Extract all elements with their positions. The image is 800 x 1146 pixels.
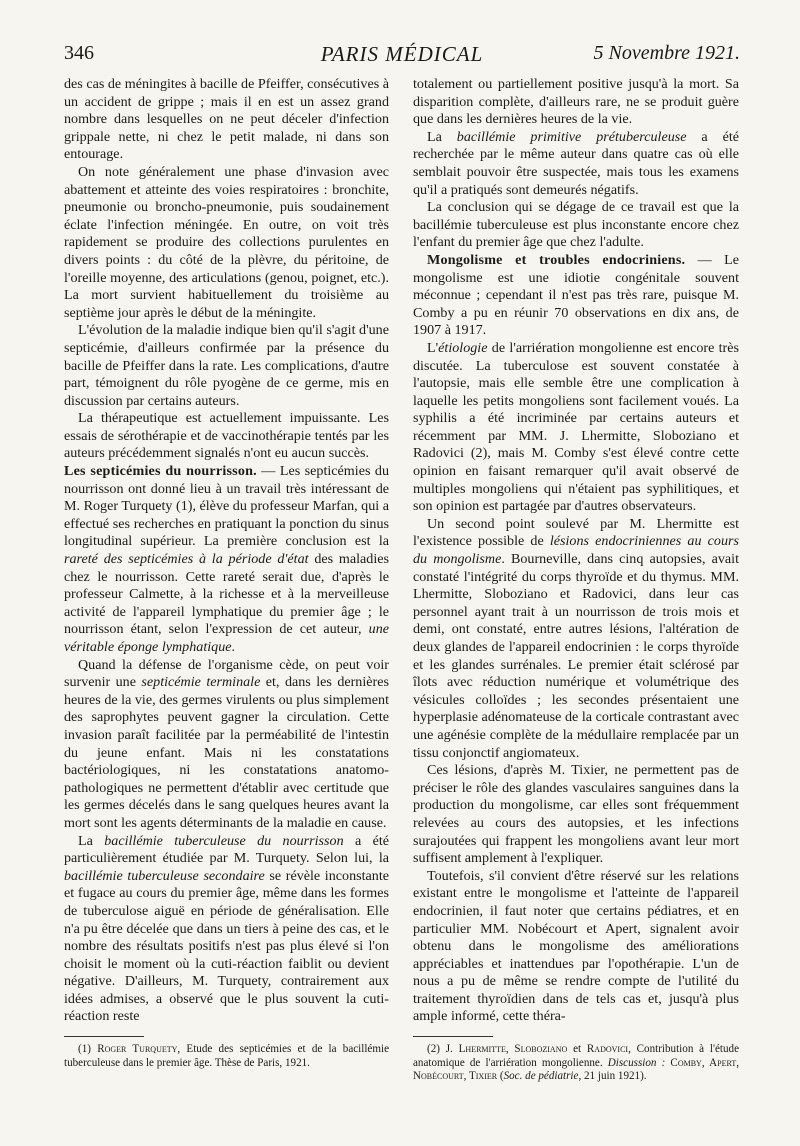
paragraph: On note généralement une phase d'invasion avec abattement et atteinte des voies respiratoires : bronchite, pneumonie ou broncho-pneumonie, puis soudainement éclate l'infection méningée. En outre, on voit très rapidement se produire des collections purulentes en divers points : du côté de la plèvre, du péritoine, de l'oreille moyenne, des articulations (genou, poignet, etc.). La mort survient habituellement du troisième au septième jour après le début de la méningite. <box>64 163 389 321</box>
paragraph: La conclusion qui se dégage de ce travail est que la bacillémie tuberculeuse est plus inconstante encore chez l'enfant du premier âge que chez l'adulte. <box>413 199 739 251</box>
paragraph: La bacillémie tuberculeuse du nourrisson a été particulièrement étudiée par M. Turquety. Selon lui, la bacillémie tuberculeuse secondaire se révèle inconstante et fugace au cours du premier âge, même dans les formes de tuberculose aiguë en période de généralisation. Elle n'a pu être décelée que dans un tiers à peine des cas, et le nombre des résultats positifs n'est pas plus élevé si l'on choisit le moment où la cuti-réaction faiblit ou devient négative. D'ailleurs, M. Turquety, contrairement aux idées admises, a observé que le plus souvent la cuti-réaction reste <box>64 832 389 1025</box>
footnote: (1) Roger Turquety, Etude des septicémies et de la bacillémie tuberculeuse dans le premier âge. Thèse de Paris, 1921. <box>64 1043 389 1069</box>
paragraph: Mongolisme et troubles endocriniens. — Le mongolisme est une idiotie congénitale souvent méconnue ; cependant il n'est pas très rare, puisque M. Comby a pu en réunir 70 observations en dix ans, de 1907 à 1917. <box>413 251 739 339</box>
issue-date: 5 Novembre 1921. <box>593 42 740 64</box>
paragraph: L'évolution de la maladie indique bien qu'il s'agit d'une septicémie, d'ailleurs confirmée par la présence du bacille de Pfeiffer dans la rate. Les complications, d'autre part, témoignent du rôle pyogène de ce germe, mis en discussion par certains auteurs. <box>64 322 389 409</box>
paragraph: Un second point soulevé par M. Lhermitte est l'existence possible de lésions endocriniennes au cours du mongolisme. Bourneville, dans cinq autopsies, avait constaté l'intégrité du corps thyroïde et du thymus. MM. Lhermitte, Sloboziano et Radovici, dans leur cas personnel ayant trait à un nourrisson de trois mois et demi, ont constaté, entre autres lésions, l'altération de deux glandes de l'appareil endocrinien : le corps thyroïde et les glandes surrénales. Le premier était sclérosé par îlots avec réduction numérique et volumétrique des vésicules colloïdes ; les secondes présentaient une hyperplasie adénomateuse de la corticale contrastant avec une agénésie complète de la médullaire remplacée par un tissu conjonctif angiomateux. <box>413 515 740 761</box>
paragraph: L'étiologie de l'arriération mongolienne est encore très discutée. La tuberculose est souvent constatée à l'autopsie, mais elle semble être une complication à laquelle les petits mongoliens sont facilement voués. La syphilis a été incriminée par certains auteurs et récemment par MM. J. Lhermitte, Sloboziano et Radovici (2), mais M. Comby s'est élevé contre cette opinion en faisant remarquer qu'il avait observé de multiples mongoliens qui n'étaient pas syphilitiques, et son opinion est partagée par d'autres observateurs. <box>413 339 739 515</box>
section-heading: Les septicémies du nourrisson. <box>64 463 257 480</box>
footnote: (2) J. Lhermitte, Sloboziano et Radovici, Contribution à l'étude anatomique de l'arriération mongolienne. Discussion : Comby, Apert, Nobécourt, Tixier (Soc. de pédiatrie, 21 juin 1921). <box>413 1043 739 1083</box>
paragraph: La thérapeutique est actuellement impuissante. Les essais de sérothérapie et de vaccinothérapie tentés par les auteurs précédemment signalés n'ont eu aucun succès. <box>64 410 389 462</box>
paragraph: des cas de méningites à bacille de Pfeiffer, consécutives à un accident de grippe ; mais il en est un assez grand nombre dans lesquelles on ne peut déceler d'infection grippale nette, ni chez le petit malade, ni dans son entourage. <box>64 76 389 163</box>
paragraph: Toutefois, s'il convient d'être réservé sur les relations existant entre le mongolisme et l'atteinte de l'appareil endocrinien, il faut noter que certains pédiatres, et en particulier MM. Nobécourt et Apert, signalent avoir obtenu dans le mongolisme des améliorations appréciables et inattendues par l'opothérapie. L'un de nous a pu de même se rendre compte de l'utilité du traitement thyroïdien dans de tels cas et, jusqu'à plus ample informé, cette théra- <box>413 867 739 1025</box>
footnote-divider <box>64 1036 144 1037</box>
paragraph: La bacillémie primitive prétuberculeuse a été recherchée par le même auteur dans quatre cas où elle semblait pouvoir être suspectée, mais tous les examens qu'il a pratiqués sont demeurés négatifs. <box>413 128 740 198</box>
paragraph: totalement ou partiellement positive jusqu'à la mort. Sa disparition complète, d'ailleurs rare, ne se produit guère que dans les dernières heures de la vie. <box>413 76 739 128</box>
section-heading: Mongolisme et troubles endocriniens. <box>427 251 686 268</box>
journal-title: PARIS MÉDICAL <box>320 42 484 66</box>
right-column <box>413 76 739 1084</box>
footnote-divider <box>413 1036 493 1037</box>
page-number: 346 <box>64 42 94 64</box>
paragraph: Ces lésions, d'après M. Tixier, ne permettent pas de préciser le rôle des glandes vasculaires sanguines dans la production du mongolisme, car elles sont fréquemment relevées au cours des autopsies, et les infections surajoutées qui frappent les mongoliens avant leur mort suffisent amplement à l'expliquer. <box>413 762 739 867</box>
page-header <box>64 42 740 74</box>
left-column <box>64 76 389 1070</box>
paragraph: Quand la défense de l'organisme cède, on peut voir survenir une septicémie terminale et, dans les dernières heures de la vie, des germes virulents ou plus simplement des saprophytes peuvent gagner la circulation. Cette invasion paraît facilitée par la perméabilité de l'intestin du jeune enfant. Mais ni les constatations bactériologiques, ni les constatations anatomo-pathologiques ne permettent d'établir avec certitude que les germes décelés dans le sang quelques heures avant la mort sont les agents déterminants de la maladie en cause. <box>64 656 389 831</box>
paragraph: Les septicémies du nourrisson. — Les septicémies du nourrisson ont donné lieu à un travail très intéressant de M. Roger Turquety (1), élève du professeur Marfan, qui a effectué ses recherches en pratiquant la ponction du sinus longitudinal supérieur. La première conclusion est la rareté des septicémies à la période d'état des maladies chez le nourrisson. Cette rareté serait due, d'après le professeur Calmette, à la richesse et à la merveilleuse activité de l'appareil lymphatique du premier âge ; le nourrisson étant, selon l'expression de cet auteur, une véritable éponge lymphatique. <box>64 463 389 655</box>
